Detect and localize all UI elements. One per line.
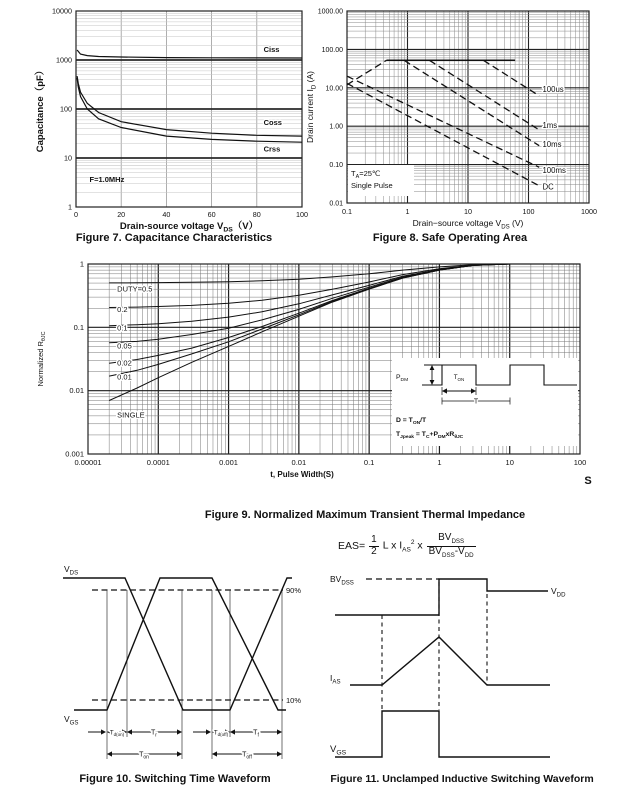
soa-line-rds-on-limit [347, 60, 387, 85]
figure-8-caption: Figure 8. Safe Operating Area [372, 232, 528, 244]
duty-label-SINGLE: SINGLE [117, 410, 145, 420]
vds-trace [335, 579, 548, 615]
eas-num1: 1 [371, 534, 377, 545]
y-tick-label: 10.00 [325, 85, 343, 93]
figure-9-caption: Figure 9. Normalized Maximum Transient Thermal Impedance [204, 509, 526, 521]
curve-Coss [77, 76, 302, 136]
y-tick-label: 1000 [56, 55, 72, 65]
x-tick-label: 0.1 [363, 458, 375, 467]
duty-label-0.01: 0.01 [117, 372, 132, 382]
y-tick-label: 1000.00 [317, 8, 343, 16]
inset-pdm-label: $P_{DM}$ [396, 374, 409, 383]
y-tick-label: 0.10 [329, 162, 343, 170]
inset-tjpeak-formula: $T_{Jpeak} = T_C+P_{DM}xR_{\theta JC}$ [396, 431, 464, 440]
y-tick-label: 0.01 [69, 386, 84, 396]
unclamped-inductive-switching-diagram [302, 530, 625, 772]
annotation-single-pulse: Single Pulse [351, 181, 393, 190]
x-tick-label: 0.001 [219, 458, 238, 467]
x-tick-label: 10 [505, 458, 514, 467]
page-corner-s-label: S [584, 475, 592, 487]
switching-time-waveform-diagram [30, 545, 315, 770]
safe-operating-area-chart [303, 5, 623, 233]
p90-label: 90% [286, 586, 302, 595]
vds-trace [63, 578, 292, 710]
x-tick-label: 1 [405, 207, 410, 216]
ias-label: $I_{AS}$ [330, 673, 341, 686]
vdd-label: $V_{DD}$ [551, 586, 566, 599]
x-tick-label: 1 [437, 458, 442, 467]
y-tick-label: 100.00 [321, 46, 343, 54]
figure-10-caption: Figure 10. Switching Time Waveform [79, 773, 271, 785]
x-tick-label: 40 [162, 210, 171, 219]
td-off-label: $T_{d(off)}$ [213, 729, 229, 738]
bvdss-label: $BV_{DSS}$ [330, 574, 354, 587]
eas-den2: $BV_{DSS}-V_{DD}$ [428, 545, 474, 559]
x-axis-label: Drain−source voltage $V_{DS}$ (V) [412, 218, 524, 231]
inset-t-label: T [473, 398, 479, 406]
eas-num2: $BV_{DSS}$ [438, 532, 465, 545]
x-axis-label: Drain-source voltage $V_{DS}(V)$ [119, 221, 259, 233]
vgs-trace [335, 711, 550, 757]
y-tick-label: 0.01 [329, 200, 343, 208]
ias-trace [350, 637, 550, 685]
soa-label-DC: DC [542, 182, 554, 192]
vgs-label: $V_{GS}$ [330, 744, 347, 757]
x-tick-label: 0.00001 [74, 458, 102, 467]
annotation-frequency: F=1.0MHz [89, 175, 125, 185]
inset-ton-label: $T_{ON}$ [453, 374, 465, 382]
x-tick-label: 60 [207, 210, 216, 219]
x-tick-label: 80 [252, 210, 261, 219]
figure-7-caption: Figure 7. Capacitance Characteristics [75, 232, 273, 244]
x-axis-label: t, Pulse Width(S) [270, 470, 334, 479]
duty-label-DUTY=0.5: DUTY=0.5 [117, 284, 153, 294]
y-tick-label: 1 [68, 202, 72, 212]
tf-label: $T_f$ [253, 729, 259, 739]
x-tick-label: 0.1 [342, 207, 352, 216]
soa-line-100us [483, 60, 539, 96]
transient-thermal-impedance-chart [32, 258, 598, 490]
x-tick-label: 0.01 [291, 458, 307, 467]
capacitance-characteristics-chart [30, 5, 318, 233]
toff-label: $T_{off}$ [242, 751, 252, 761]
figure-11-caption: Figure 11. Unclamped Inductive Switching Waveform [330, 773, 594, 785]
eas-mid: L x $I_{AS}^2$ x [382, 538, 423, 554]
y-tick-label: 0.001 [65, 449, 84, 459]
vgs-trace [74, 578, 286, 710]
y-tick-label: 100 [60, 104, 72, 114]
y-axis-label: Normalized $R_{\theta JC}$ [36, 331, 48, 387]
y-tick-label: 0.1 [73, 322, 84, 332]
duty-label-0.2: 0.2 [117, 305, 128, 315]
x-tick-label: 0.0001 [146, 458, 170, 467]
curve-label-Ciss: Ciss [263, 45, 280, 55]
vgs-label: $V_{GS}$ [64, 714, 79, 727]
duty-label-0.05: 0.05 [117, 341, 132, 351]
eas-lhs: EAS= [338, 540, 366, 552]
ton-label: $T_{on}$ [139, 751, 149, 761]
y-axis-label: Drain current $I_D$ (A) [305, 71, 318, 143]
soa-label-100us: 100us [542, 85, 564, 95]
x-tick-label: 100 [296, 210, 308, 219]
y-tick-label: 10 [64, 153, 72, 163]
inset-duty-formula: $D = T_{ON}/T$ [396, 417, 427, 426]
y-tick-label: 1 [79, 259, 84, 269]
x-tick-label: 100 [573, 458, 587, 467]
x-tick-label: 100 [522, 207, 535, 216]
soa-label-100ms: 100ms [542, 166, 566, 176]
x-tick-label: 1000 [581, 207, 597, 216]
y-axis-label: Capacitance（pF） [35, 65, 46, 153]
p10-label: 10% [286, 696, 302, 705]
x-tick-label: 0 [74, 210, 78, 219]
duty-label-0.1: 0.1 [117, 323, 128, 333]
duty-label-0.02: 0.02 [117, 358, 132, 368]
y-tick-label: 1.00 [329, 123, 343, 131]
curve-Crss [77, 78, 302, 142]
soa-label-10ms: 10ms [542, 140, 562, 150]
soa-label-1ms: 1ms [542, 120, 558, 130]
curve-label-Coss: Coss [263, 118, 282, 128]
y-tick-label: 10000 [52, 6, 72, 16]
annotation-temperature: $T_A=25℃$ [351, 169, 381, 181]
curve-label-Crss: Crss [263, 144, 281, 154]
x-tick-label: 10 [464, 207, 472, 216]
vds-label: $V_{DS}$ [64, 564, 79, 577]
tr-label: $T_r$ [151, 729, 157, 739]
td-on-label: $T_{d(on)}$ [109, 729, 125, 738]
eas-den1: 2 [371, 545, 377, 557]
x-tick-label: 20 [117, 210, 126, 219]
